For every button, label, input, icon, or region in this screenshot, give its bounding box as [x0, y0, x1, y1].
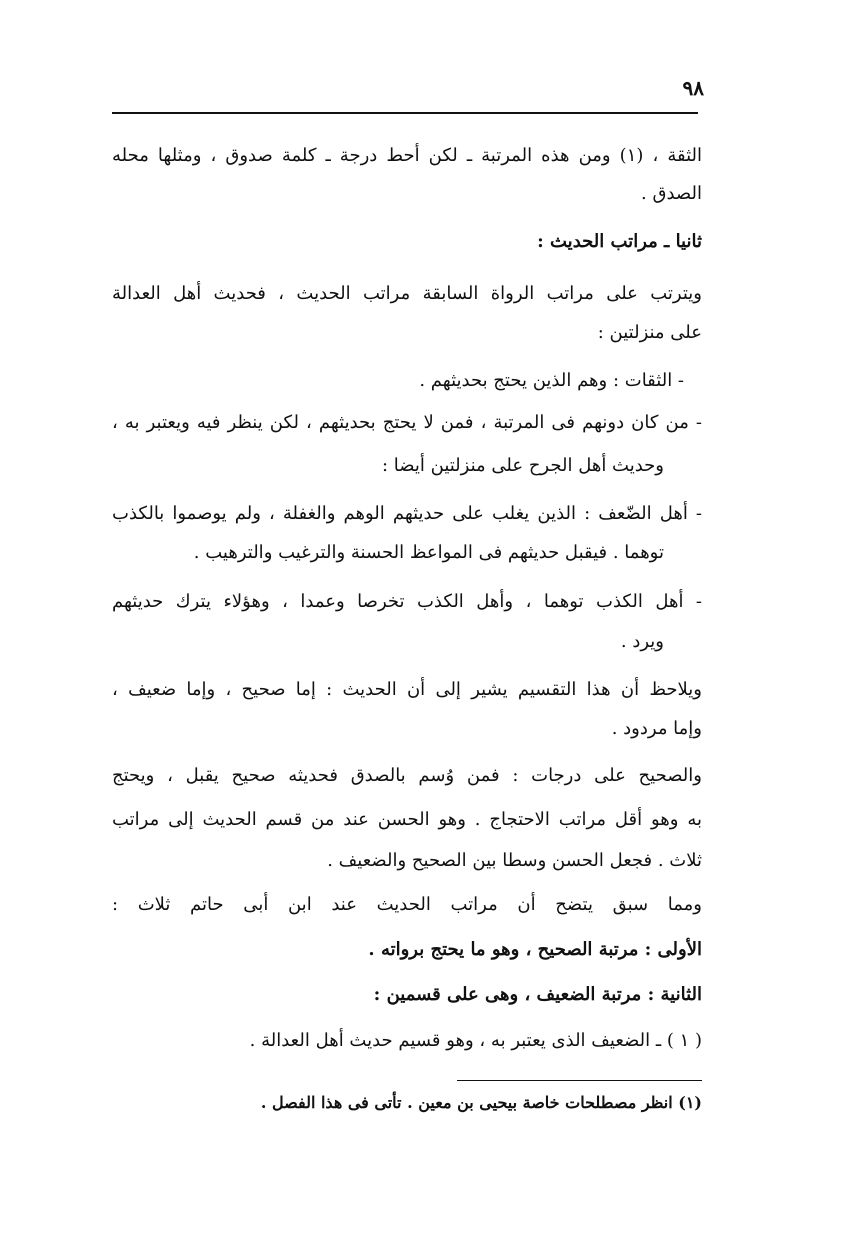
- footnote: (١) انظر مصطلحات خاصة بيحيى بن معين . تأتى فى هذا الفصل .: [260, 1093, 702, 1112]
- text-line: ( ١ ) ـ الضعيف الذى يعتبر به ، وهو قسيم حديث أهل العدالة .: [249, 1030, 702, 1051]
- section-heading: ثانيا ـ مراتب الحديث :: [537, 231, 702, 252]
- text-line: الثانية : مرتبة الضعيف ، وهى على قسمين :: [373, 984, 702, 1005]
- header-rule: [112, 112, 698, 114]
- list-item: - أهل الضّعف : الذين يغلب على حديثهم الوهم والغفلة ، ولم يوصموا بالكذب: [112, 503, 702, 524]
- text-line: توهما . فيقبل حديثهم فى المواعظ الحسنة والترغيب والترهيب .: [193, 542, 664, 563]
- text-line: الثقة ، (١) ومن هذه المرتبة ـ لكن أحط درجة ـ كلمة صدوق ، ومثلها محله: [112, 145, 703, 166]
- footnote-rule: [457, 1080, 702, 1081]
- text-line: ويترتب على مراتب الرواة السابقة مراتب الحديث ، فحديث أهل العدالة: [112, 283, 702, 304]
- list-item: - الثقات : وهم الذين يحتج بحديثهم .: [419, 370, 684, 391]
- text-line: ومما سبق يتضح أن مراتب الحديث عند ابن أبى حاتم ثلاث :: [112, 894, 702, 915]
- text-line: ويلاحظ أن هذا التقسيم يشير إلى أن الحديث : إما صحيح ، وإما ضعيف ،: [112, 679, 702, 700]
- text-line: وإما مردود .: [611, 718, 702, 739]
- text-line: الصدق .: [641, 183, 702, 204]
- list-item: - من كان دونهم فى المرتبة ، فمن لا يحتج بحديثهم ، لكن ينظر فيه ويعتبر به ،: [112, 412, 702, 433]
- text-line: على منزلتين :: [597, 322, 702, 343]
- text-line: ويرد .: [620, 631, 664, 652]
- page-number: ٩٨: [682, 76, 704, 100]
- text-line: وحديث أهل الجرح على منزلتين أيضا :: [382, 455, 664, 476]
- text-line: ثلاث . فجعل الحسن وسطا بين الصحيح والضعيف .: [327, 850, 702, 871]
- text-line: والصحيح على درجات : فمن وُسم بالصدق فحديثه صحيح يقبل ، ويحتج: [112, 765, 702, 786]
- text-line: به وهو أقل مراتب الاحتجاج . وهو الحسن عند من قسم الحديث إلى مراتب: [112, 809, 702, 830]
- text-line: الأولى : مرتبة الصحيح ، وهو ما يحتج برواته .: [368, 939, 702, 960]
- list-item: - أهل الكذب توهما ، وأهل الكذب تخرصا وعمدا ، وهؤلاء يترك حديثهم: [112, 591, 702, 612]
